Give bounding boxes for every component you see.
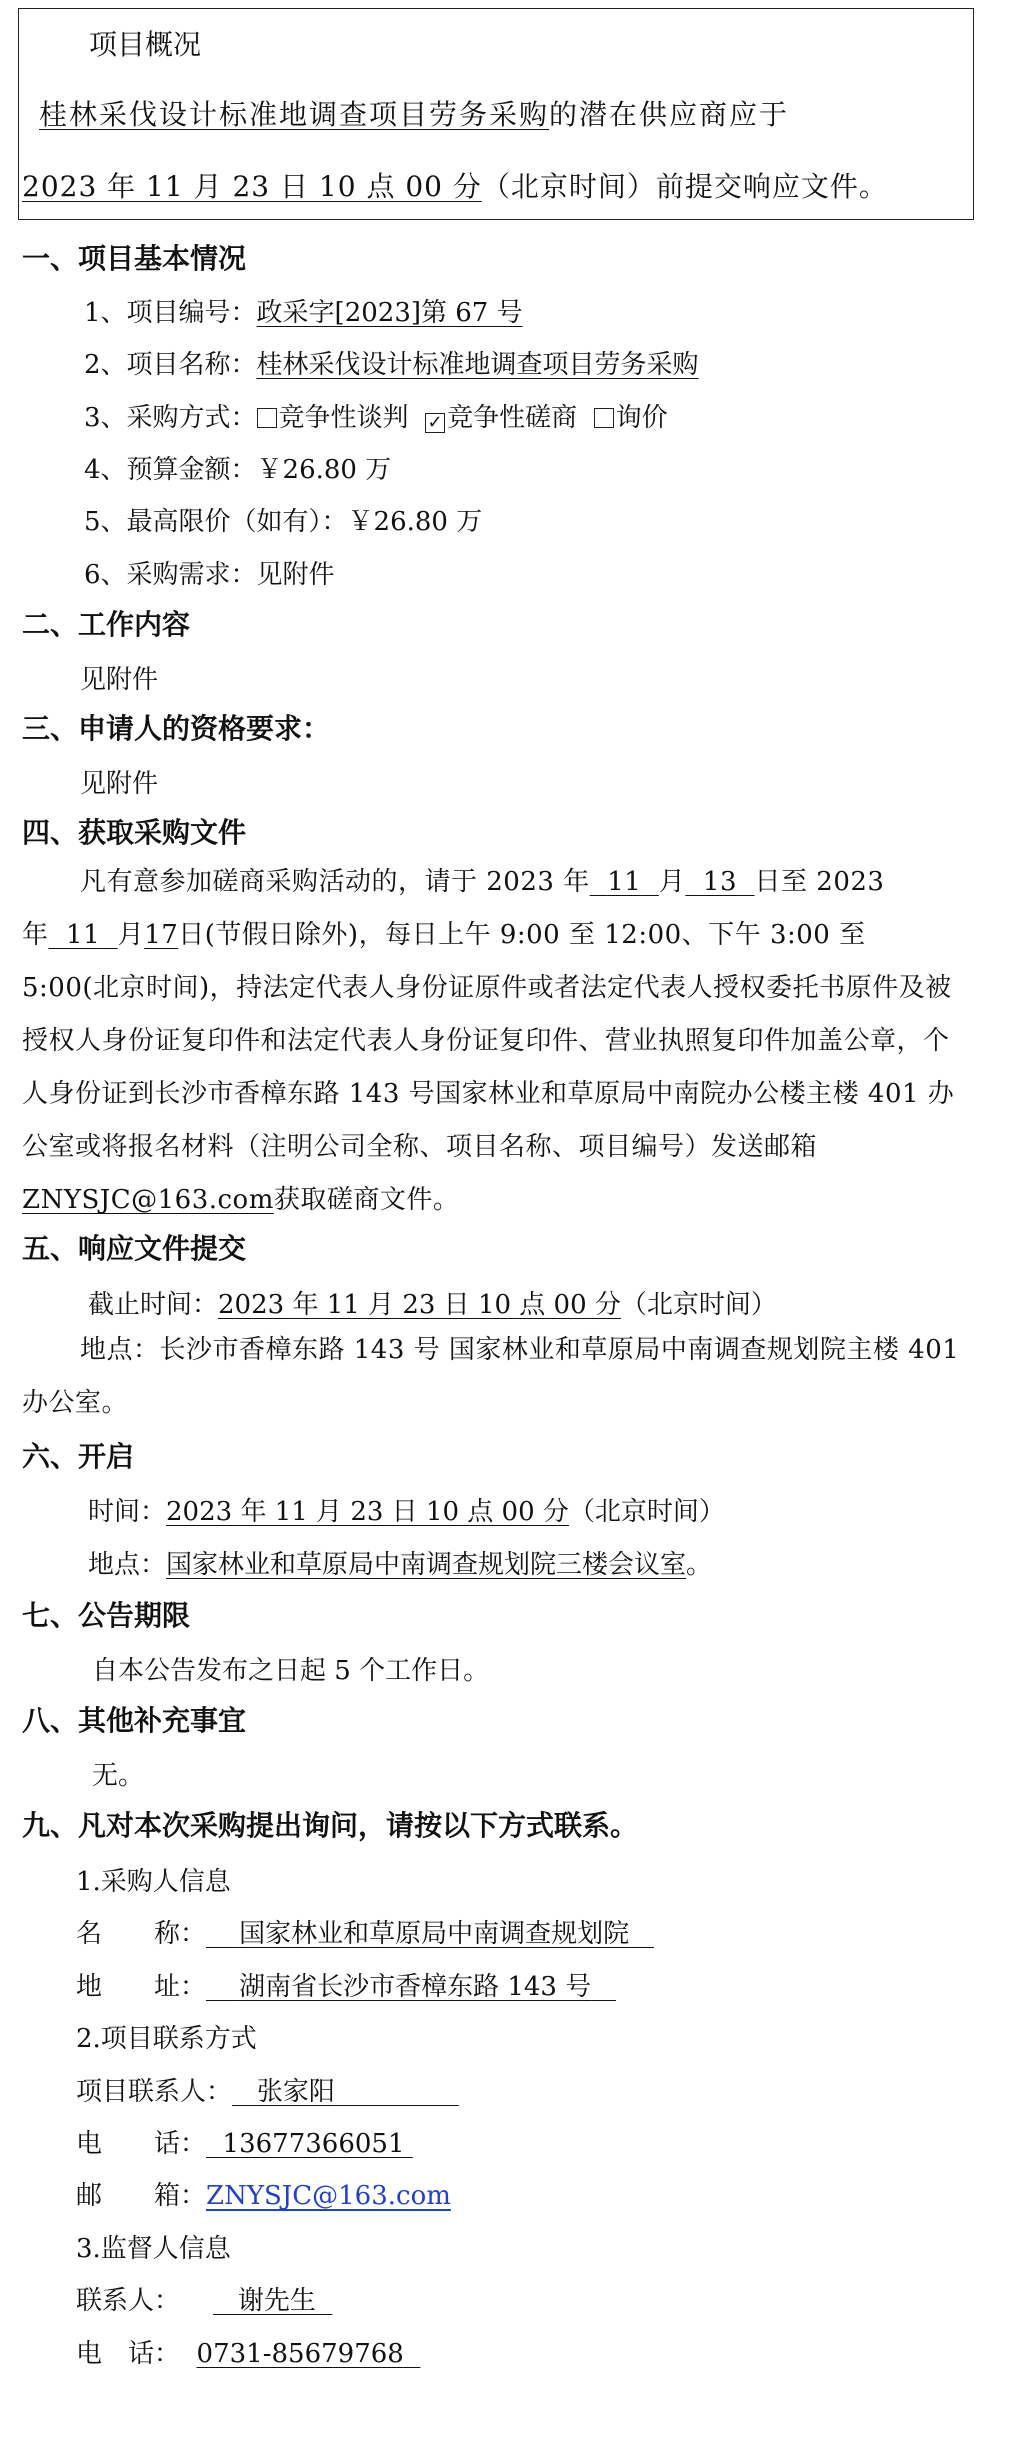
submission-deadline: 截止时间：2023 年 11 月 23 日 10 点 00 分（北京时间） [88,1290,777,1320]
contact-phone: 电 话： 13677366051 [76,2129,405,2159]
section-7-body: 自本公告发布之日起 5 个工作日。 [92,1656,490,1686]
project-overview-box [18,8,974,220]
section-2-heading: 二、工作内容 [22,608,191,641]
contact-info-title: 2.项目联系方式 [76,2024,257,2054]
procurement-demand: 6、采购需求：见附件 [84,560,335,590]
supervisor-info-title: 3.监督人信息 [76,2234,231,2264]
contact-person: 项目联系人： 张家阳 [76,2077,335,2107]
buyer-address: 地 址： 湖南省长沙市香樟东路 143 号 [76,1972,592,2002]
supervisor-phone: 电 话： 0731-85679768 [76,2339,404,2369]
overview-line-1: 桂林采伐设计标准地调查项目劳务采购的潜在供应商应于 [39,98,790,131]
contact-email: 邮 箱：ZNYSJC@163.com [76,2181,451,2211]
overview-line-2: 2023 年 11 月 23 日 10 点 00 分（北京时间）前提交响应文件。 [22,170,888,203]
budget-amount: 4、预算金额：￥26.80 万 [84,455,392,485]
checkbox-competitive-negotiation [257,408,277,428]
section-3-heading: 三、申请人的资格要求： [22,712,331,745]
procurement-method: 3、采购方式： 竞争性谈判 ✓ 竞争性磋商 询价 [84,403,668,433]
opening-place: 地点：国家林业和草原局中南调查规划院三楼会议室。 [88,1550,713,1580]
buyer-info-title: 1.采购人信息 [76,1867,231,1897]
section-9-heading: 九、凡对本次采购提出询问，请按以下方式联系。 [22,1809,639,1842]
submission-place: 地点：长沙市香樟东路 143 号 国家林业和草原局中南调查规划院主楼 401 办公室。 [22,1335,960,1418]
section-8-body: 无。 [92,1761,145,1791]
checkbox-inquiry [594,408,614,428]
section-1-heading: 一、项目基本情况 [22,242,247,275]
section-6-heading: 六、开启 [22,1440,135,1473]
supervisor-person: 联系人： 谢先生 [76,2286,316,2316]
contact-email-link[interactable]: ZNYSJC@163.com [206,2181,451,2211]
section-4-heading: 四、获取采购文件 [22,816,247,849]
section-2-body: 见附件 [80,665,159,695]
section-4-paragraph: 凡有意参加磋商采购活动的，请于 2023 年 11 月 13 日至 2023 年 11 月17日(节假日除外)，每日上午 9:00 至 12:00、下午 3:00 至 5:00(北京时间)，持法定代表人身份证原件或者法定代表人授权委托书原件及被授权人身份证复印件和法定代表人身份证复印件、营业执照复印件加盖公章，个人身份证到长沙市香樟东路 143 号国家林业和草原局中南院办公楼主楼 401 办公室或将报名材料（注明公司全称、项目名称、项目编号）发送邮箱ZNYSJC@163.com获取磋商文件。 [22,867,955,1215]
project-number: 1、项目编号：政采字[2023]第 67 号 [84,298,523,328]
section-8-heading: 八、其他补充事宜 [22,1704,247,1737]
checkbox-competitive-consultation: ✓ [425,413,445,433]
buyer-name: 名 称： 国家林业和草原局中南调查规划院 [76,1919,630,1949]
project-name: 2、项目名称：桂林采伐设计标准地调查项目劳务采购 [84,350,699,380]
overview-title: 项目概况 [89,28,202,61]
section-4-email[interactable]: ZNYSJC@163.com [22,1185,274,1215]
max-price: 5、最高限价（如有）：￥26.80 万 [84,507,483,537]
section-7-heading: 七、公告期限 [22,1599,191,1632]
section-5-heading: 五、响应文件提交 [22,1232,247,1265]
overview-project-name: 桂林采伐设计标准地调查项目劳务采购 [39,98,550,131]
section-3-body: 见附件 [80,769,159,799]
overview-deadline: 2023 年 11 月 23 日 10 点 00 分 [22,170,482,203]
opening-time: 时间：2023 年 11 月 23 日 10 点 00 分（北京时间） [88,1497,725,1527]
